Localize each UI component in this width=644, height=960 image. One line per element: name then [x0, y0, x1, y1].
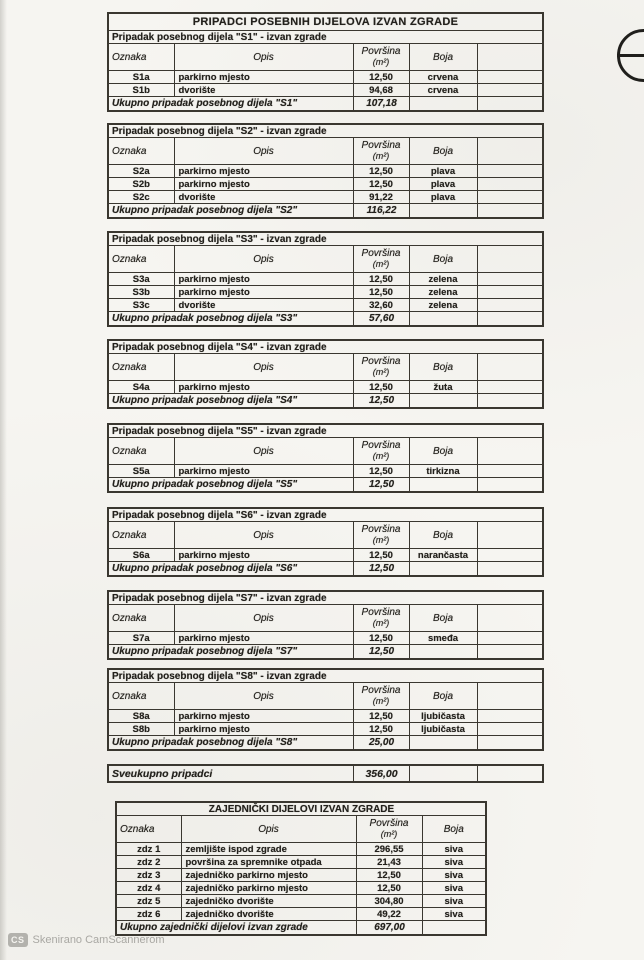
cell-empty [477, 645, 543, 660]
table-row [108, 204, 543, 219]
cell-boja: siva [422, 856, 486, 869]
cell-opis: zajedničko parkirno mjesto [181, 882, 356, 895]
cell-empty [409, 645, 477, 660]
cell-empty [409, 765, 477, 782]
cell-oznaka: S2b [108, 178, 174, 191]
cell-boja: tirkizna [409, 465, 477, 478]
total-label: Ukupno pripadak posebnog dijela "S8" [108, 736, 353, 751]
cell-povrsina: 12,50 [353, 549, 409, 562]
column-header-empty [477, 438, 543, 465]
cell-povrsina: 49,22 [356, 908, 422, 921]
table-row [108, 165, 543, 178]
cell-opis: parkirno mjesto [174, 465, 353, 478]
cell-opis: zajedničko dvorište [181, 895, 356, 908]
cell-empty [477, 71, 543, 84]
common-parts-table [115, 801, 487, 936]
cell-opis: dvorište [174, 299, 353, 312]
cell-povrsina: 296,55 [356, 843, 422, 856]
column-header-boja: Boja [409, 683, 477, 710]
cell-povrsina: 12,50 [353, 165, 409, 178]
table-row [116, 921, 486, 936]
column-header-boja: Boja [409, 44, 477, 71]
total-label: Ukupno pripadak posebnog dijela "S4" [108, 394, 353, 409]
table-row [116, 895, 486, 908]
column-header-povrsina: Površina (m²) [353, 522, 409, 549]
cell-boja: plava [409, 165, 477, 178]
cell-empty [409, 204, 477, 219]
cell-empty [477, 273, 543, 286]
table-row [108, 605, 543, 632]
column-header-povrsina: Površina (m²) [353, 44, 409, 71]
column-header-povrsina: Površina (m²) [356, 816, 422, 843]
cell-oznaka: zdz 5 [116, 895, 181, 908]
table-row [116, 882, 486, 895]
cell-povrsina: 21,43 [356, 856, 422, 869]
total-label: Ukupno pripadak posebnog dijela "S7" [108, 645, 353, 660]
special-part-table-s4 [107, 339, 544, 409]
cell-oznaka: S1b [108, 84, 174, 97]
table-subtitle: Pripadak posebnog dijela "S7" - izvan zgrade [108, 591, 543, 605]
cell-boja: crvena [409, 84, 477, 97]
cell-boja: siva [422, 908, 486, 921]
total-value: 116,22 [353, 204, 409, 219]
cell-opis: parkirno mjesto [174, 381, 353, 394]
table-row [108, 354, 543, 381]
table-row [108, 312, 543, 327]
column-header-povrsina: Površina (m²) [353, 246, 409, 273]
cell-oznaka: S8a [108, 710, 174, 723]
cell-povrsina: 12,50 [356, 869, 422, 882]
column-header-empty [477, 138, 543, 165]
cell-opis: parkirno mjesto [174, 549, 353, 562]
total-label: Ukupno pripadak posebnog dijela "S6" [108, 562, 353, 577]
cell-oznaka: S7a [108, 632, 174, 645]
table-row [108, 273, 543, 286]
special-part-table-s1 [107, 12, 544, 112]
cell-opis: površina za spremnike otpada [181, 856, 356, 869]
column-header-empty [477, 522, 543, 549]
cell-empty [409, 478, 477, 493]
column-header-boja: Boja [409, 138, 477, 165]
camscanner-icon: CS [8, 933, 28, 947]
table-subtitle: Pripadak posebnog dijela "S5" - izvan zgrade [108, 424, 543, 438]
total-value: 107,18 [353, 97, 409, 112]
cell-empty [477, 97, 543, 112]
cell-oznaka: zdz 6 [116, 908, 181, 921]
cell-povrsina: 91,22 [353, 191, 409, 204]
cell-opis: parkirno mjesto [174, 723, 353, 736]
table-row [108, 71, 543, 84]
special-part-table-s5 [107, 423, 544, 493]
special-part-table-s8 [107, 668, 544, 751]
column-header-opis: Opis [174, 44, 353, 71]
table-row [116, 802, 486, 816]
total-value: 12,50 [353, 478, 409, 493]
cell-oznaka: S3c [108, 299, 174, 312]
cell-opis: parkirno mjesto [174, 286, 353, 299]
table-row [108, 465, 543, 478]
cell-empty [477, 394, 543, 409]
cell-empty [477, 381, 543, 394]
cell-povrsina: 12,50 [353, 632, 409, 645]
column-header-boja: Boja [409, 438, 477, 465]
column-header-oznaka: Oznaka [108, 605, 174, 632]
cell-empty [409, 394, 477, 409]
column-header-opis: Opis [174, 438, 353, 465]
table-row [108, 286, 543, 299]
table-row [108, 562, 543, 577]
cell-empty [409, 736, 477, 751]
document-content [107, 12, 544, 936]
cell-boja: siva [422, 895, 486, 908]
table-row [108, 299, 543, 312]
cell-empty [477, 465, 543, 478]
cell-oznaka: S2a [108, 165, 174, 178]
cell-empty [477, 723, 543, 736]
cell-boja: narančasta [409, 549, 477, 562]
grand-total-value: 356,00 [353, 765, 409, 782]
cell-oznaka: S5a [108, 465, 174, 478]
column-header-empty [477, 683, 543, 710]
column-header-povrsina: Površina (m²) [353, 605, 409, 632]
column-header-oznaka: Oznaka [108, 438, 174, 465]
table-row [108, 84, 543, 97]
cell-boja: siva [422, 869, 486, 882]
total-value: 57,60 [353, 312, 409, 327]
cell-empty [477, 478, 543, 493]
table-subtitle: Pripadak posebnog dijela "S3" - izvan zgrade [108, 232, 543, 246]
table-row [108, 191, 543, 204]
cell-empty [477, 178, 543, 191]
column-header-boja: Boja [409, 522, 477, 549]
camscanner-watermark-text: Skenirano CamScannerom [32, 934, 165, 946]
column-header-empty [477, 605, 543, 632]
cell-povrsina: 12,50 [353, 286, 409, 299]
table-row [108, 632, 543, 645]
table-row [108, 232, 543, 246]
cell-boja: plava [409, 178, 477, 191]
table-row [108, 381, 543, 394]
page-title: PRIPADCI POSEBNIH DIJELOVA IZVAN ZGRADE [108, 13, 543, 31]
table-row [108, 13, 543, 31]
total-value: 12,50 [353, 562, 409, 577]
table-row [108, 394, 543, 409]
cell-boja: ljubičasta [409, 710, 477, 723]
column-header-povrsina: Površina (m²) [353, 683, 409, 710]
column-header-oznaka: Oznaka [116, 816, 181, 843]
common-table-title: ZAJEDNIČKI DIJELOVI IZVAN ZGRADE [116, 802, 486, 816]
cell-boja: plava [409, 191, 477, 204]
cell-oznaka: S3a [108, 273, 174, 286]
camscanner-watermark [8, 933, 165, 947]
total-value: 25,00 [353, 736, 409, 751]
cell-empty [477, 736, 543, 751]
column-header-oznaka: Oznaka [108, 138, 174, 165]
cell-boja: siva [422, 843, 486, 856]
column-header-povrsina: Površina (m²) [353, 438, 409, 465]
table-subtitle: Pripadak posebnog dijela "S1" - izvan zgrade [108, 31, 543, 44]
table-row [108, 765, 543, 782]
cell-empty [477, 84, 543, 97]
cell-opis: dvorište [174, 191, 353, 204]
column-header-oznaka: Oznaka [108, 683, 174, 710]
cell-empty [477, 765, 543, 782]
cell-opis: parkirno mjesto [174, 273, 353, 286]
table-row [108, 683, 543, 710]
special-part-table-s7 [107, 590, 544, 660]
cell-oznaka: S1a [108, 71, 174, 84]
column-header-boja: Boja [409, 246, 477, 273]
table-row [108, 508, 543, 522]
cell-empty [477, 204, 543, 219]
column-header-oznaka: Oznaka [108, 246, 174, 273]
total-value: 697,00 [356, 921, 422, 936]
cell-opis: zajedničko parkirno mjesto [181, 869, 356, 882]
total-label: Ukupno pripadak posebnog dijela "S5" [108, 478, 353, 493]
cell-opis: zemljište ispod zgrade [181, 843, 356, 856]
column-header-opis: Opis [174, 246, 353, 273]
cell-opis: zajedničko dvorište [181, 908, 356, 921]
common-parts-section [115, 801, 544, 936]
cell-boja: siva [422, 882, 486, 895]
table-row [108, 591, 543, 605]
cell-povrsina: 12,50 [353, 465, 409, 478]
special-part-table-s6 [107, 507, 544, 577]
column-header-oznaka: Oznaka [108, 44, 174, 71]
cell-oznaka: S6a [108, 549, 174, 562]
cell-povrsina: 32,60 [353, 299, 409, 312]
column-header-opis: Opis [174, 605, 353, 632]
table-row [108, 44, 543, 71]
cell-empty [477, 549, 543, 562]
cell-oznaka: S4a [108, 381, 174, 394]
cell-opis: dvorište [174, 84, 353, 97]
cell-povrsina: 12,50 [353, 178, 409, 191]
cell-empty [477, 286, 543, 299]
table-row [108, 97, 543, 112]
cell-empty [422, 921, 486, 936]
column-header-empty [477, 44, 543, 71]
cell-povrsina: 12,50 [353, 710, 409, 723]
table-row [116, 856, 486, 869]
cell-povrsina: 12,50 [353, 71, 409, 84]
grand-total-table [107, 764, 544, 783]
cell-empty [477, 191, 543, 204]
registration-mark-icon [617, 29, 644, 82]
table-row [108, 138, 543, 165]
total-label: Ukupno pripadak posebnog dijela "S1" [108, 97, 353, 112]
cell-empty [477, 632, 543, 645]
grand-total-label: Sveukupno pripadci [108, 765, 353, 782]
table-row [108, 736, 543, 751]
cell-opis: parkirno mjesto [174, 632, 353, 645]
column-header-povrsina: Površina (m²) [353, 354, 409, 381]
cell-empty [409, 312, 477, 327]
cell-oznaka: S2c [108, 191, 174, 204]
cell-povrsina: 12,50 [353, 381, 409, 394]
cell-povrsina: 12,50 [356, 882, 422, 895]
special-part-table-s3 [107, 231, 544, 327]
column-header-oznaka: Oznaka [108, 354, 174, 381]
column-header-povrsina: Površina (m²) [353, 138, 409, 165]
column-header-oznaka: Oznaka [108, 522, 174, 549]
total-value: 12,50 [353, 645, 409, 660]
table-subtitle: Pripadak posebnog dijela "S8" - izvan zgrade [108, 669, 543, 683]
total-label: Ukupno pripadak posebnog dijela "S3" [108, 312, 353, 327]
cell-boja: crvena [409, 71, 477, 84]
cell-opis: parkirno mjesto [174, 710, 353, 723]
table-row [108, 124, 543, 138]
cell-opis: parkirno mjesto [174, 178, 353, 191]
column-header-empty [477, 354, 543, 381]
table-row [116, 816, 486, 843]
table-row [116, 908, 486, 921]
cell-oznaka: S3b [108, 286, 174, 299]
column-header-empty [477, 246, 543, 273]
column-header-opis: Opis [181, 816, 356, 843]
cell-empty [409, 97, 477, 112]
cell-empty [477, 312, 543, 327]
column-header-opis: Opis [174, 683, 353, 710]
table-subtitle: Pripadak posebnog dijela "S2" - izvan zgrade [108, 124, 543, 138]
cell-povrsina: 304,80 [356, 895, 422, 908]
cell-oznaka: zdz 3 [116, 869, 181, 882]
table-row [108, 669, 543, 683]
table-row [108, 178, 543, 191]
cell-boja: zelena [409, 299, 477, 312]
column-header-boja: Boja [409, 605, 477, 632]
cell-boja: ljubičasta [409, 723, 477, 736]
table-row [108, 549, 543, 562]
cell-empty [409, 562, 477, 577]
table-row [116, 843, 486, 856]
total-label: Ukupno zajednički dijelovi izvan zgrade [116, 921, 356, 936]
cell-oznaka: S8b [108, 723, 174, 736]
table-row [108, 438, 543, 465]
table-row [108, 424, 543, 438]
cell-povrsina: 12,50 [353, 723, 409, 736]
cell-opis: parkirno mjesto [174, 71, 353, 84]
column-header-opis: Opis [174, 354, 353, 381]
table-row [108, 31, 543, 44]
cell-boja: zelena [409, 273, 477, 286]
table-subtitle: Pripadak posebnog dijela "S4" - izvan zgrade [108, 340, 543, 354]
table-row [108, 478, 543, 493]
table-subtitle: Pripadak posebnog dijela "S6" - izvan zgrade [108, 508, 543, 522]
column-header-opis: Opis [174, 522, 353, 549]
table-row [108, 710, 543, 723]
total-label: Ukupno pripadak posebnog dijela "S2" [108, 204, 353, 219]
special-part-table-s2 [107, 123, 544, 219]
cell-povrsina: 94,68 [353, 84, 409, 97]
cell-oznaka: zdz 1 [116, 843, 181, 856]
table-row [108, 340, 543, 354]
cell-empty [477, 562, 543, 577]
cell-opis: parkirno mjesto [174, 165, 353, 178]
cell-empty [477, 710, 543, 723]
column-header-opis: Opis [174, 138, 353, 165]
cell-oznaka: zdz 4 [116, 882, 181, 895]
cell-oznaka: zdz 2 [116, 856, 181, 869]
cell-povrsina: 12,50 [353, 273, 409, 286]
table-row [108, 723, 543, 736]
table-row [108, 522, 543, 549]
column-header-boja: Boja [409, 354, 477, 381]
cell-boja: žuta [409, 381, 477, 394]
cell-empty [477, 299, 543, 312]
cell-empty [477, 165, 543, 178]
column-header-boja: Boja [422, 816, 486, 843]
total-value: 12,50 [353, 394, 409, 409]
cell-boja: smeđa [409, 632, 477, 645]
table-row [108, 645, 543, 660]
registration-mark-line [617, 54, 644, 57]
cell-boja: zelena [409, 286, 477, 299]
table-row [108, 246, 543, 273]
table-row [116, 869, 486, 882]
